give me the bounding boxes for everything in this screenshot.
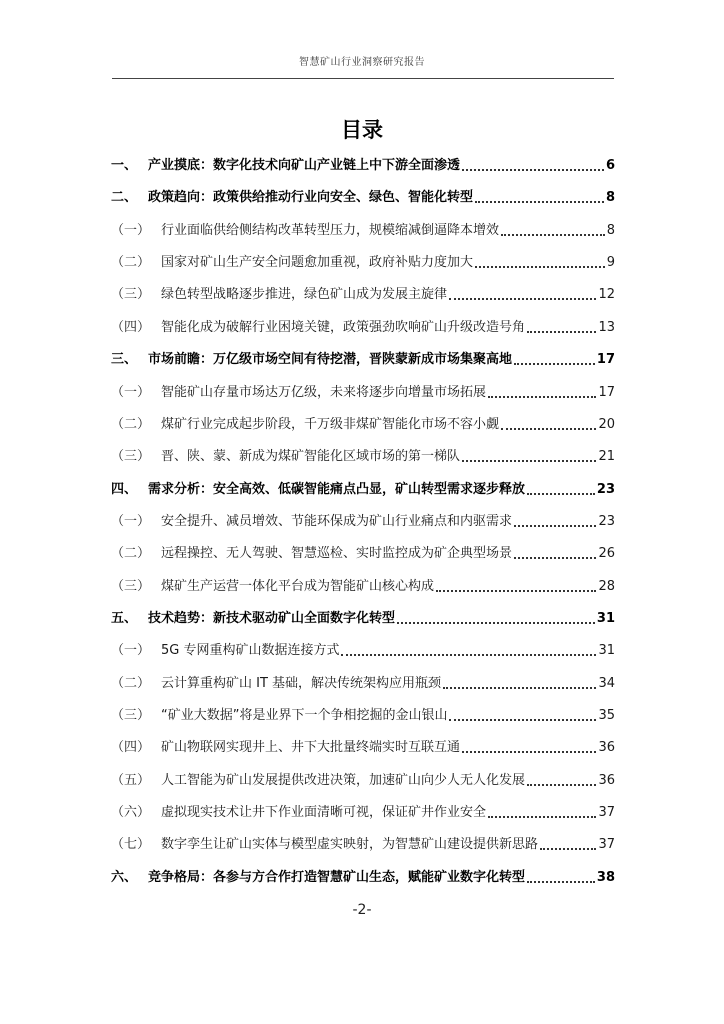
toc-entry-number: 五、 xyxy=(111,610,138,626)
toc-entry-page: 36 xyxy=(598,772,615,788)
toc-entry-title: 煤矿行业完成起步阶段，千万级非煤矿智能化市场不容小觑 xyxy=(161,416,500,432)
toc-entry-title: “矿业大数据”将是业界下一个争相挖掘的金山银山 xyxy=(161,708,448,723)
toc-dot-leader xyxy=(443,686,596,689)
toc-entry-number: （四） xyxy=(111,740,151,756)
toc-entry[interactable] xyxy=(111,802,615,822)
toc-entry-number: （六） xyxy=(111,805,151,820)
toc-entry[interactable] xyxy=(111,834,615,854)
toc-entry-number: 四、 xyxy=(111,481,138,497)
toc-entry-page: 17 xyxy=(596,352,615,368)
toc-entry-number: （三） xyxy=(111,578,151,594)
toc-entry-page: 13 xyxy=(598,319,615,335)
toc-entry-page: 38 xyxy=(596,869,615,885)
toc-entry-number: 六、 xyxy=(111,869,138,885)
toc-entry[interactable] xyxy=(111,608,615,628)
toc-entry[interactable] xyxy=(111,576,615,596)
toc-entry-title: 数字孪生让矿山实体与模型虚实映射，为智慧矿山建设提供新思路 xyxy=(161,837,539,853)
toc-entry-title: 产业摸底：数字化技术向矿山产业链上中下游全面渗透 xyxy=(148,158,461,173)
toc-entry-title: 国家对矿山生产安全问题愈加重视，政府补贴力度加大 xyxy=(161,255,474,271)
toc-entry-page: 31 xyxy=(596,610,615,626)
toc-dot-leader xyxy=(501,427,596,430)
toc-entry[interactable] xyxy=(111,640,615,660)
toc-entry-title: 远程操控、无人驾驶、智慧巡检、实时监控成为矿企典型场景 xyxy=(161,546,513,562)
toc-entry-number: （二） xyxy=(111,546,151,562)
toc-entry-page: 8 xyxy=(606,222,615,238)
toc-entry[interactable] xyxy=(111,414,615,434)
toc-entry-number: （五） xyxy=(111,772,151,788)
toc-entry-title: 5G 专网重构矿山数据连接方式 xyxy=(161,643,340,659)
toc-entry-page: 31 xyxy=(598,643,615,659)
toc-entry[interactable] xyxy=(111,317,615,337)
toc-entry-page: 36 xyxy=(598,740,615,756)
toc-entry[interactable] xyxy=(111,705,615,725)
toc-entry-number: （七） xyxy=(111,837,151,853)
page-number: -2- xyxy=(352,902,372,918)
toc-dot-leader xyxy=(527,783,596,786)
toc-dot-leader xyxy=(488,395,596,398)
toc-dot-leader xyxy=(449,718,596,721)
toc-entry-page: 37 xyxy=(598,805,615,820)
toc-entry-page: 20 xyxy=(598,416,615,432)
toc-entry-number: （二） xyxy=(111,255,151,271)
toc-entry-title: 需求分析：安全高效、低碳智能痛点凸显，矿山转型需求逐步释放 xyxy=(148,481,526,497)
toc-entry-title: 安全提升、减员增效、节能环保成为矿山行业痛点和内驱需求 xyxy=(161,513,513,529)
toc-dot-leader xyxy=(514,556,596,559)
toc-dot-leader xyxy=(527,330,596,333)
toc-entry[interactable] xyxy=(111,770,615,790)
toc-entry-title: 人工智能为矿山发展提供改进决策，加速矿山向少人无人化发展 xyxy=(161,772,526,788)
toc-entry[interactable] xyxy=(111,187,615,207)
toc-dot-leader xyxy=(514,362,595,365)
toc-entry-page: 35 xyxy=(598,708,615,723)
toc-dot-leader xyxy=(462,168,604,171)
toc-entry-title: 市场前瞻：万亿级市场空间有待挖潜，晋陕蒙新成市场集聚高地 xyxy=(148,352,513,368)
toc-dot-leader xyxy=(436,589,596,592)
toc-entry-title: 技术趋势：新技术驱动矿山全面数字化转型 xyxy=(148,610,396,626)
toc-entry[interactable] xyxy=(111,867,615,887)
toc-dot-leader xyxy=(462,750,596,753)
toc-entry-title: 行业面临供给侧结构改革转型压力，规模缩减倒逼降本增效 xyxy=(161,222,500,238)
toc-dot-leader xyxy=(462,459,596,462)
toc-dot-leader xyxy=(475,200,604,203)
toc-entry-number: 一、 xyxy=(111,158,138,173)
toc-entry[interactable] xyxy=(111,673,615,693)
toc-dot-leader xyxy=(341,653,596,656)
toc-entry-number: （三） xyxy=(111,287,151,303)
toc-entry-title: 虚拟现实技术让井下作业面清晰可视，保证矿井作业安全 xyxy=(161,805,487,820)
toc-entry-number: （三） xyxy=(111,449,151,465)
toc-entry-number: （四） xyxy=(111,319,151,335)
toc-entry[interactable] xyxy=(111,155,615,175)
toc-entry[interactable] xyxy=(111,220,615,240)
toc-dot-leader xyxy=(514,524,596,527)
toc-entry-number: （一） xyxy=(111,222,151,238)
toc-dot-leader xyxy=(397,621,595,624)
toc-dot-leader xyxy=(488,815,596,818)
toc-entry-page: 8 xyxy=(605,190,615,206)
running-header: 智慧矿山行业洞察研究报告 xyxy=(299,57,425,68)
toc-entry-page: 28 xyxy=(598,578,615,594)
toc-entry-title: 智能化成为破解行业困境关键，政策强劲吹响矿山升级改造号角 xyxy=(161,319,526,335)
toc-entry-title: 政策趋向：政策供给推动行业向安全、绿色、智能化转型 xyxy=(148,190,474,206)
toc-entry-page: 12 xyxy=(598,287,615,303)
toc-entry-title: 竞争格局：各参与方合作打造智慧矿山生态，赋能矿业数字化转型 xyxy=(148,869,526,885)
toc-entry[interactable] xyxy=(111,382,615,402)
toc-entry-page: 6 xyxy=(605,158,615,173)
toc-entry[interactable] xyxy=(111,252,615,272)
toc-dot-leader xyxy=(540,847,596,850)
toc-entry-number: （一） xyxy=(111,384,151,400)
toc-entry-number: （二） xyxy=(111,416,151,432)
toc-entry-title: 智能矿山存量市场达万亿级，未来将逐步向增量市场拓展 xyxy=(161,384,487,400)
toc-dot-leader xyxy=(527,492,595,495)
toc-entry-page: 23 xyxy=(596,481,615,497)
toc-entry-number: （一） xyxy=(111,643,151,659)
toc-entry-number: 三、 xyxy=(111,352,138,368)
toc-entry-number: （一） xyxy=(111,513,151,529)
toc-dot-leader xyxy=(527,880,595,883)
toc-entry[interactable] xyxy=(111,349,615,369)
toc-entry-title: 矿山物联网实现井上、井下大批量终端实时互联互通 xyxy=(161,740,461,756)
toc-entry[interactable] xyxy=(111,737,615,757)
toc-entry-page: 26 xyxy=(598,546,615,562)
toc-entry[interactable] xyxy=(111,479,615,499)
toc-dot-leader xyxy=(475,265,605,268)
toc-entry[interactable] xyxy=(111,284,615,304)
toc-heading: 目录 xyxy=(341,118,383,142)
toc-entry-page: 23 xyxy=(598,513,615,529)
toc-entry-number: （二） xyxy=(111,675,151,691)
toc-entry-number: （三） xyxy=(111,708,151,723)
toc-entry-page: 9 xyxy=(606,255,615,271)
toc-entry-page: 17 xyxy=(598,384,615,400)
toc-entry-page: 34 xyxy=(598,675,615,691)
toc-dot-leader xyxy=(501,233,605,236)
toc-entry-title: 煤矿生产运营一体化平台成为智能矿山核心构成 xyxy=(161,578,435,594)
toc-entry[interactable] xyxy=(111,511,615,531)
toc-entry-page: 37 xyxy=(598,837,615,853)
toc-entry[interactable] xyxy=(111,543,615,563)
toc-entry[interactable] xyxy=(111,446,615,466)
toc-entry-title: 晋、陕、蒙、新成为煤矿智能化区域市场的第一梯队 xyxy=(161,449,461,465)
toc-dot-leader xyxy=(449,297,596,300)
toc-entry-number: 二、 xyxy=(111,190,138,206)
toc-entry-title: 绿色转型战略逐步推进，绿色矿山成为发展主旋律 xyxy=(161,287,448,303)
toc-entry-title: 云计算重构矿山 IT 基础，解决传统架构应用瓶颈 xyxy=(161,675,442,691)
toc-entry-page: 21 xyxy=(598,449,615,465)
